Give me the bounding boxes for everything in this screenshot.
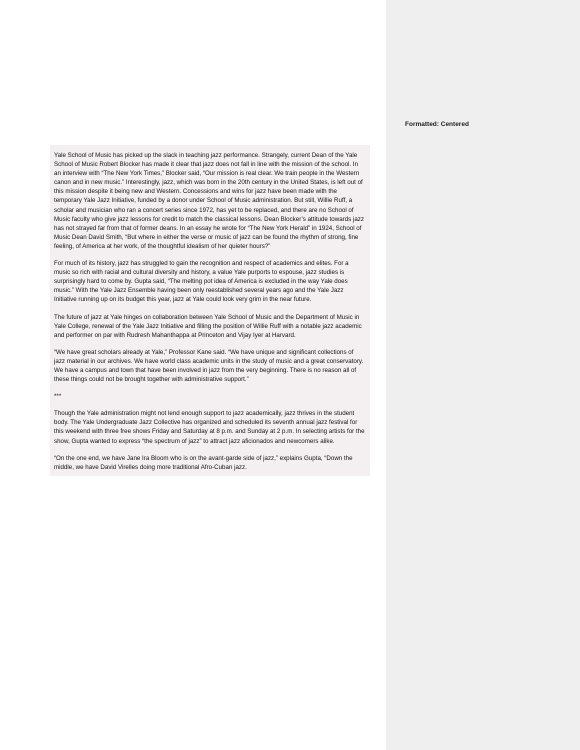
paragraph: Yale School of Music has picked up the slack in teaching jazz performance. Strangely, current Dean of the Yale School of Music Robert Blocker has made it clear that jazz does not fall in line with the mission of the school. In an interview with “The New York Times,” Blocker said, “Our mission is real clear. We train people in the Western canon and in new music.” Interestingly, jazz, which was born in the 20th century in the United States, is left out of this mission despite it being new and Western. Concessions and wins for jazz have been made with the temporary Yale Jazz Initiative, funded by a donor under School of Music administration. But still, Willie Ruff, a scholar and musician who ran a concert series since 1972, has yet to be replaced, and there are no School of Music faculty who give jazz lessons for credit to match the classical lessons. Dean Blocker’s attitude towards jazz has not strayed far from that of former deans. In an essay he wrote for “The New York Herald” in 1924, School of Music Dean David Smith, “But where in either the verse or music of jazz can be found the rhythm of strong, fine feeling, of America at her work, of the thoughtful idealism of her quieter hours?”	[54, 152, 364, 250]
paragraph: “On the one end, we have Jane Ira Bloom who is on the avant-garde side of jazz,” explains Gupta, “Down the middle, we have David Virelles doing more traditional Afro-Cuban jazz.	[54, 454, 353, 471]
section-separator: ***	[54, 393, 62, 401]
paragraph: For much of its history, jazz has struggled to gain the recognition and respect of academics and elites. For a music so rich with racial and cultural diversity and history, a value Yale purports to espouse, jazz studies is surprisingly hard to come by. Gupta said, “The melting pot idea of America is excluded in the way Yale does music.” With the Yale Jazz Ensemble having been only reestablished several years ago and the Yale Jazz Initiative running up on its budget this year, jazz at Yale could look very grim in the near future.	[54, 260, 349, 304]
document-body[interactable]	[50, 145, 370, 476]
paragraph: “We have great scholars already at Yale,” Professor Kane said. “We have unique and significant collections of jazz material in our archives. We have world class academic units in the study of music and a great conservatory. We have a campus and town that have been involved in jazz from the very beginning. There is no reason all of these things could not be brought together with administrative support.”	[54, 348, 364, 384]
formatting-comment: Formatted: Centered	[405, 121, 469, 128]
paragraph: Though the Yale administration might not lend enough support to jazz academically, jazz thrives in the student body. The Yale Undergraduate Jazz Collective has organized and scheduled its seventh annual jazz festival for this weekend with three free shows Friday and Saturday at 8 p.m. and Sunday at 2 p.m. In selecting artists for the show, Gupta wanted to express “the spectrum of jazz” to attract jazz aficionados and newcomers alike.	[54, 410, 365, 445]
comment-pane	[386, 0, 580, 750]
paragraph: The future of jazz at Yale hinges on collaboration between Yale School of Music and the Department of Music in Yale College, renewal of the Yale Jazz Initiative and filling the position of Willie Ruff with a notable jazz academic and performer on par with Rudresh Mahanthappa at Princeton and Vijay Iyer at Harvard.	[54, 313, 362, 339]
